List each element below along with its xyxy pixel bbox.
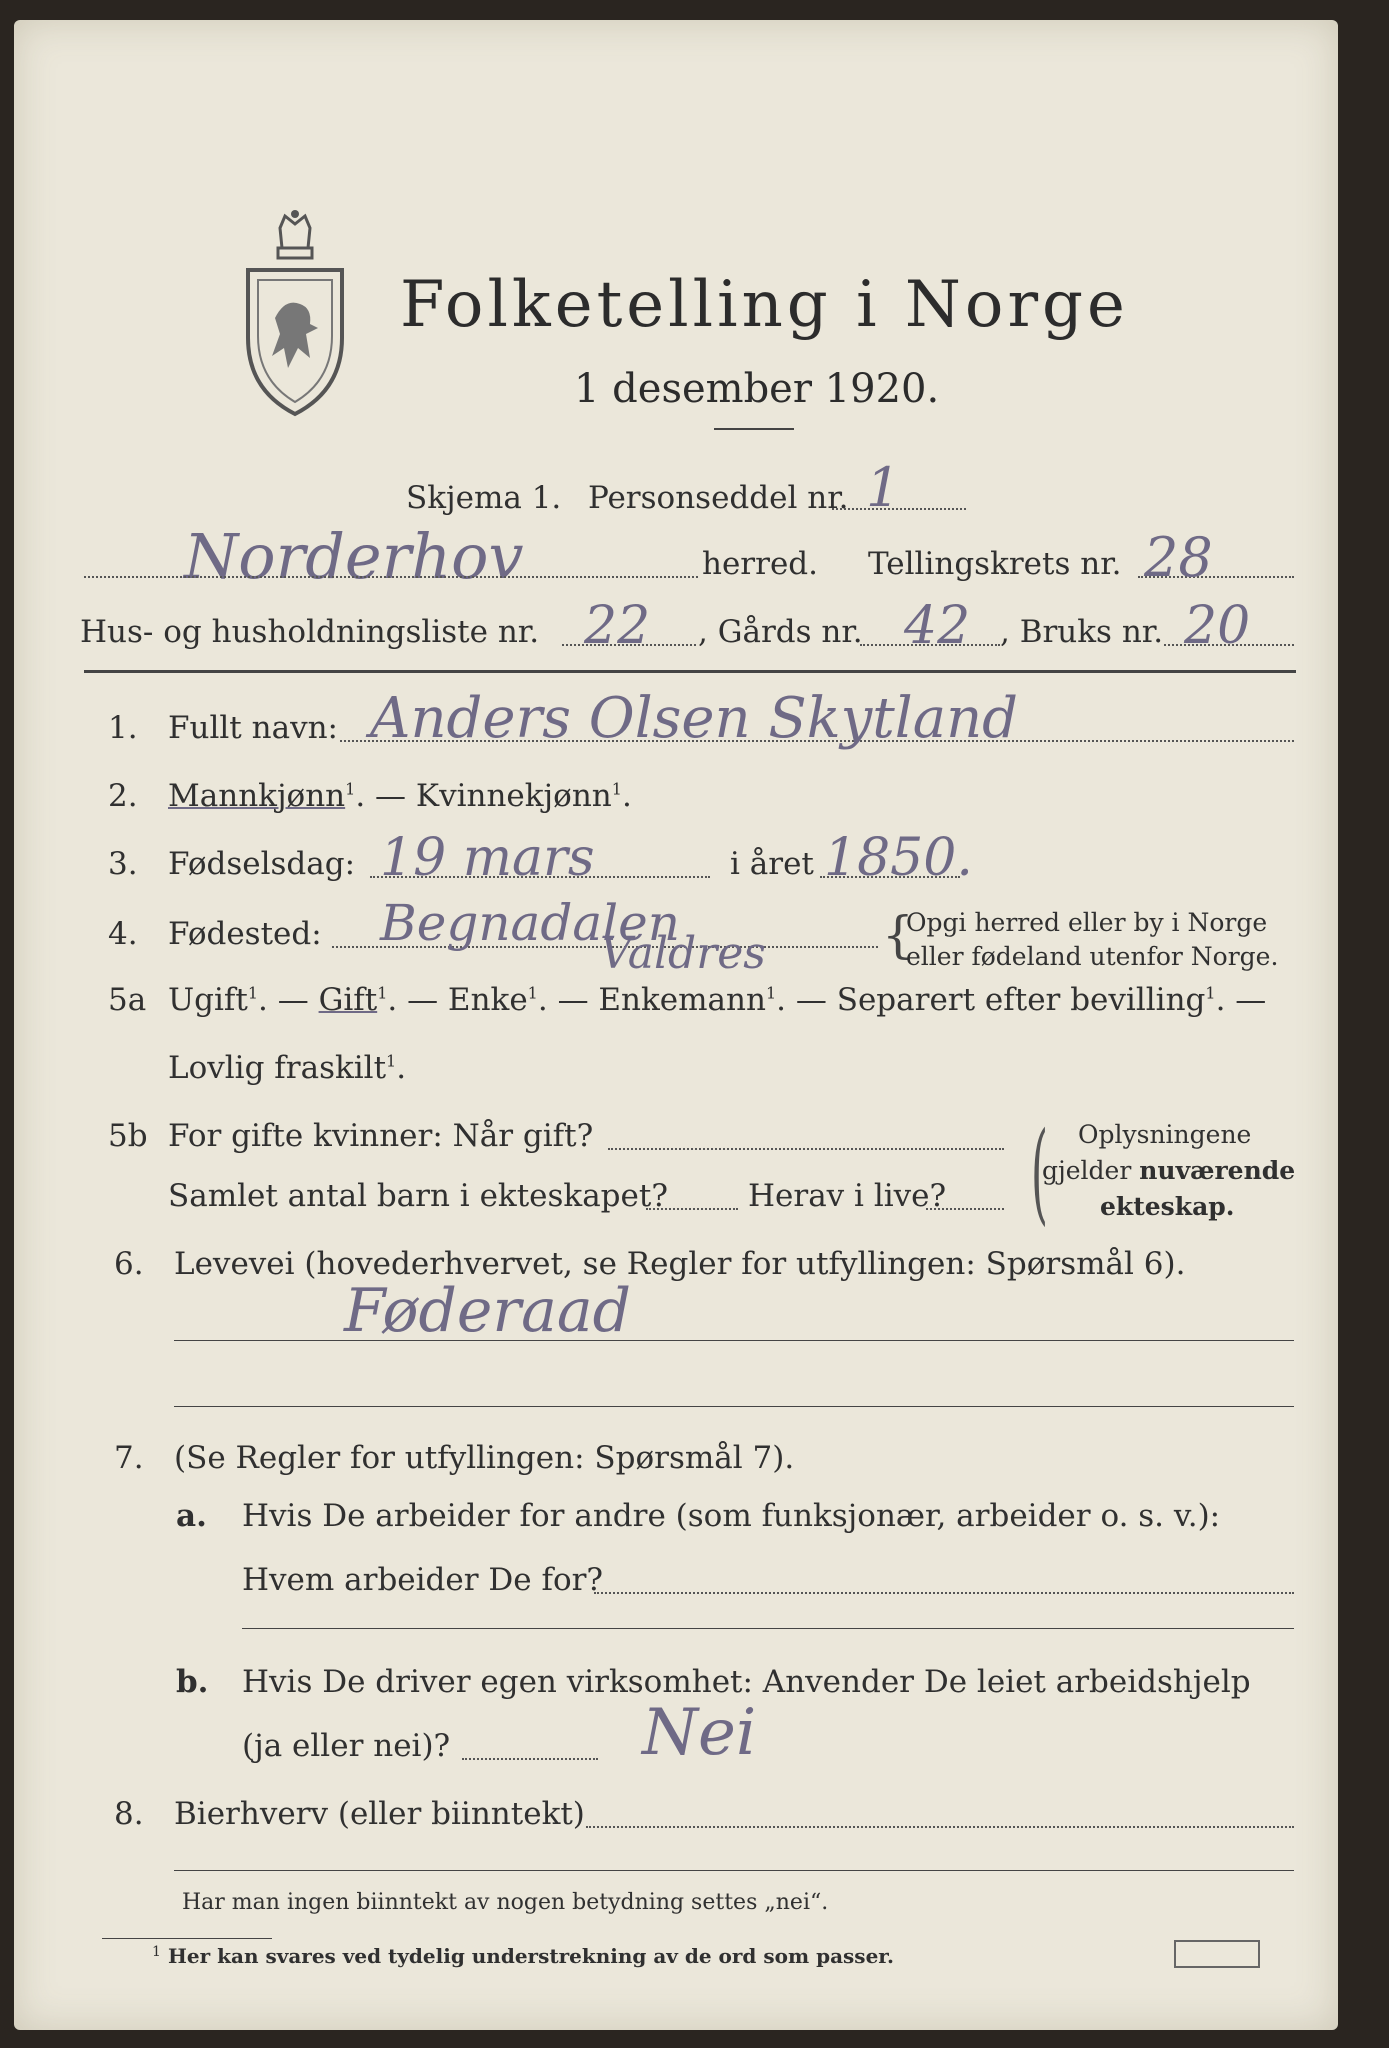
birthday-value: 19 mars	[380, 828, 595, 888]
option-mannkjonn: Mannkjønn	[168, 778, 346, 814]
q3-label: Fødselsdag:	[168, 846, 356, 882]
census-date: 1 desember 1920.	[574, 366, 940, 412]
birth-year-value: 1850.	[824, 828, 973, 888]
option-gift: Gift	[318, 982, 378, 1018]
personseddel-label: Personseddel nr.	[588, 480, 849, 516]
q7b-letter: b.	[176, 1664, 209, 1700]
q8-number: 8.	[114, 1796, 144, 1832]
schema-label: Skjema 1.	[406, 480, 562, 516]
q5b-note1: Oplysningene	[1078, 1120, 1252, 1149]
q2-sex-options: Mannkjønn$^1$. — Kvinnekjønn$^1$.	[168, 778, 632, 814]
q5b-note2: gjelder nuværende	[1042, 1156, 1296, 1185]
gards-label: , Gårds nr.	[698, 614, 863, 650]
q1-label: Fullt navn:	[168, 710, 338, 746]
title-divider	[714, 428, 794, 430]
biinntekt-note: Har man ingen biinntekt av nogen betydning settes „nei“.	[182, 1890, 829, 1915]
q1-number: 1.	[108, 710, 138, 746]
livelihood-value: Føderaad	[344, 1276, 632, 1346]
printer-stamp	[1174, 1940, 1260, 1968]
birthplace-region: Valdres	[600, 928, 766, 979]
q7b-value: Nei	[642, 1696, 757, 1770]
q4-label: Fødested:	[168, 916, 322, 952]
year-label: i året	[730, 846, 814, 882]
q5b-number: 5b	[108, 1118, 148, 1154]
q5b-line1: For gifte kvinner: Når gift?	[168, 1118, 594, 1154]
herred-value: Norderhov	[184, 520, 524, 593]
hus-label: Hus- og husholdningsliste nr.	[80, 614, 540, 650]
q5b-note3: ekteskap.	[1100, 1192, 1235, 1221]
q4-note-line1: Opgi herred eller by i Norge	[906, 908, 1268, 937]
birthplace-value: Begnadalen	[380, 894, 680, 952]
form-title: Folketelling i Norge	[400, 268, 1129, 342]
census-form-sheet: Folketelling i Norge 1 desember 1920. Skjema 1. Personseddel nr. 1 Norderhov herred. Tellingskrets nr. 28 Hus- og husholdningsliste nr. 22 , Gårds nr. 42 , Bruks nr. 20 1. Fullt navn: Anders Olsen Skytland 2. Mannkjønn$^1$. — Kvinnekjønn$^1$. 3. Fødselsdag: 19 mars i året 1850. 4. Fødested: Begnadalen Valdres { Opgi herred eller by i Norge eller fødeland utenfor Norge. 5a Ugift$^1$. — Gift$^1$. — Enke$^1$. — Enkemann$^1$. — Separert efter bevilling$^1$. — Lovlig fraskilt$^1$. 5b For gifte kvinner: Når gift? Samlet antal barn i ekteskapet? Herav i live? ( Oplysningene gjelder nuværende ekteskap. 6. Levevei (hovederhvervet, se Regler for utfyllingen: Spørsmål 6). Føderaad 7. (Se Regler for utfyllingen: Spørsmål 7). a. Hvis De arbeider for andre (som funksjonær, arbeider o. s. v.): Hvem arbeider De for? b. Hvis De driver egen virksomhet: Anvender De leiet arbeidshjelp (ja eller nei)? Nei 8. Bierhverv (eller biinntekt) Har man ingen biinntekt av nogen betydning settes „nei“. 1 Her kan svares ved tydelig understrekning av de ord som passer.	[14, 20, 1338, 2030]
q7-label: (Se Regler for utfyllingen: Spørsmål 7).	[174, 1440, 795, 1476]
q5a-marital-options: Ugift$^1$. — Gift$^1$. — Enke$^1$. — Enkemann$^1$. — Separert efter bevilling$^1$. —	[168, 982, 1267, 1018]
q7b-line2: (ja eller nei)?	[242, 1728, 451, 1764]
q7a-line2: Hvem arbeider De for?	[242, 1562, 604, 1598]
tellingskrets-value: 28	[1144, 526, 1213, 589]
q7-number: 7.	[114, 1440, 144, 1476]
q7b-line1: Hvis De driver egen virksomhet: Anvender De leiet arbeidshjelp	[242, 1664, 1251, 1700]
footnote-text: Her kan svares ved tydelig understrekning av de ord som passer.	[168, 1944, 894, 1968]
q5b-line2a: Samlet antal barn i ekteskapet?	[168, 1178, 668, 1214]
option-kvinnekjonn: Kvinnekjønn	[415, 778, 612, 814]
bruks-label: , Bruks nr.	[1000, 614, 1164, 650]
q5a-number: 5a	[108, 982, 147, 1018]
q4-note-line2: eller fødeland utenfor Norge.	[906, 942, 1279, 971]
norwegian-coat-of-arms-icon	[240, 208, 350, 420]
q6-number: 6.	[114, 1246, 144, 1282]
q4-number: 4.	[108, 916, 138, 952]
full-name-value: Anders Olsen Skytland	[370, 686, 1019, 751]
q2-number: 2.	[108, 778, 138, 814]
header-rule	[84, 670, 1296, 673]
q5b-line2b: Herav i live?	[748, 1178, 947, 1214]
personseddel-value: 1	[866, 456, 901, 519]
q8-label: Bierhverv (eller biinntekt)	[174, 1796, 585, 1832]
footnote-mark: 1	[152, 1944, 161, 1960]
gards-value: 42	[904, 596, 971, 656]
q6-label: Levevei (hovederhvervet, se Regler for utfyllingen: Spørsmål 6).	[174, 1246, 1186, 1282]
herred-label: herred.	[702, 546, 818, 582]
q5a-line2: Lovlig fraskilt$^1$.	[168, 1050, 407, 1086]
q7a-letter: a.	[176, 1498, 207, 1534]
tellingskrets-label: Tellingskrets nr.	[868, 546, 1122, 582]
hus-value: 22	[584, 596, 651, 656]
q3-number: 3.	[108, 846, 138, 882]
bruks-value: 20	[1184, 596, 1251, 656]
q7a-line1: Hvis De arbeider for andre (som funksjonær, arbeider o. s. v.):	[242, 1498, 1221, 1534]
